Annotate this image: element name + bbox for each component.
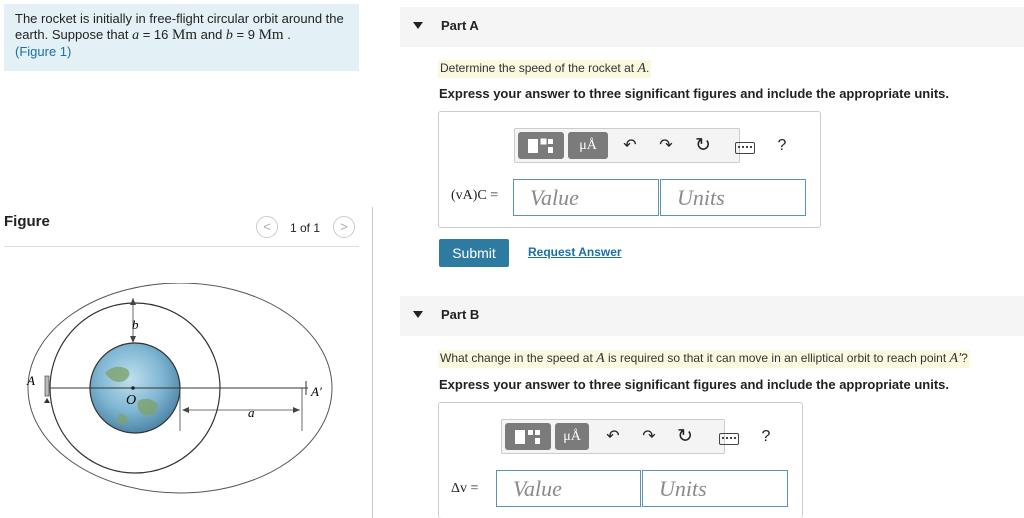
column-divider: [372, 207, 373, 518]
label-a: a: [248, 405, 255, 420]
part-b-question: What change in the speed at A is required so that it can move in an elliptical orbit to reach point A′?: [440, 351, 968, 366]
template-button[interactable]: [518, 132, 564, 159]
period: .: [283, 27, 291, 42]
reset-icon[interactable]: ↻: [677, 426, 693, 447]
keyboard-icon[interactable]: [719, 433, 739, 445]
redo-icon[interactable]: ↷: [642, 428, 656, 445]
unit-mm-a: Mm: [171, 27, 197, 43]
redo-icon[interactable]: ↷: [659, 137, 673, 154]
part-b-title: Part B: [441, 307, 480, 322]
figure-link[interactable]: (Figure 1): [15, 44, 72, 59]
submit-button[interactable]: Submit: [439, 239, 509, 267]
units-button[interactable]: μÅ: [568, 132, 608, 159]
part-b-equation-label: Δv =: [451, 481, 479, 496]
label-A: A: [27, 373, 35, 388]
part-b-answer-box: [438, 402, 803, 518]
collapse-triangle-icon[interactable]: [413, 22, 423, 29]
undo-icon[interactable]: ↶: [606, 428, 620, 445]
part-a-header[interactable]: [400, 7, 1024, 47]
label-b: b: [132, 317, 139, 332]
label-A-prime: A′: [311, 384, 322, 399]
eq-b: = 9: [232, 27, 259, 42]
math-toolbar: [514, 128, 740, 163]
figure-heading: Figure: [4, 213, 50, 230]
part-b-value-input[interactable]: Value: [496, 470, 641, 507]
math-toolbar: [501, 419, 725, 454]
help-icon[interactable]: ?: [761, 428, 771, 445]
keyboard-icon[interactable]: [735, 142, 755, 154]
part-b-instruction: Express your answer to three significant figures and include the appropriate units.: [439, 377, 949, 392]
orbit-figure: [20, 283, 340, 498]
figure-divider: [4, 246, 359, 247]
var-b: b: [225, 28, 233, 43]
figure-pager: [256, 216, 360, 240]
part-a-answer-box: [438, 111, 821, 228]
part-b-header[interactable]: [400, 296, 1024, 336]
reset-icon[interactable]: ↻: [695, 135, 711, 156]
prev-figure-button[interactable]: <: [256, 216, 278, 238]
part-a-instruction: Express your answer to three significant figures and include the appropriate units.: [439, 86, 949, 101]
unit-mm-b: Mm: [258, 27, 284, 43]
request-answer-link[interactable]: Request Answer: [528, 245, 622, 259]
label-O: O: [126, 393, 137, 408]
collapse-triangle-icon[interactable]: [413, 311, 423, 318]
eq-a: = 16: [139, 27, 172, 42]
pager-text: 1 of 1: [290, 221, 321, 235]
units-button[interactable]: μÅ: [555, 423, 589, 450]
part-b-units-input[interactable]: Units: [642, 470, 788, 507]
undo-icon[interactable]: ↶: [623, 137, 637, 154]
text-and: and: [197, 27, 226, 42]
part-a-question: Determine the speed of the rocket at A.: [440, 61, 650, 76]
help-icon[interactable]: ?: [777, 137, 787, 154]
part-a-units-input[interactable]: Units: [660, 179, 806, 216]
template-button[interactable]: [505, 423, 551, 450]
var-a: a: [132, 28, 140, 43]
part-a-value-input[interactable]: Value: [513, 179, 659, 216]
next-figure-button[interactable]: >: [333, 216, 355, 238]
part-a-title: Part A: [441, 18, 479, 33]
problem-text: The rocket is initially in free-flight circular orbit around the earth. Suppose that: [15, 11, 344, 42]
problem-statement: [4, 4, 359, 71]
part-a-equation-label: (vA)C =: [451, 188, 499, 203]
